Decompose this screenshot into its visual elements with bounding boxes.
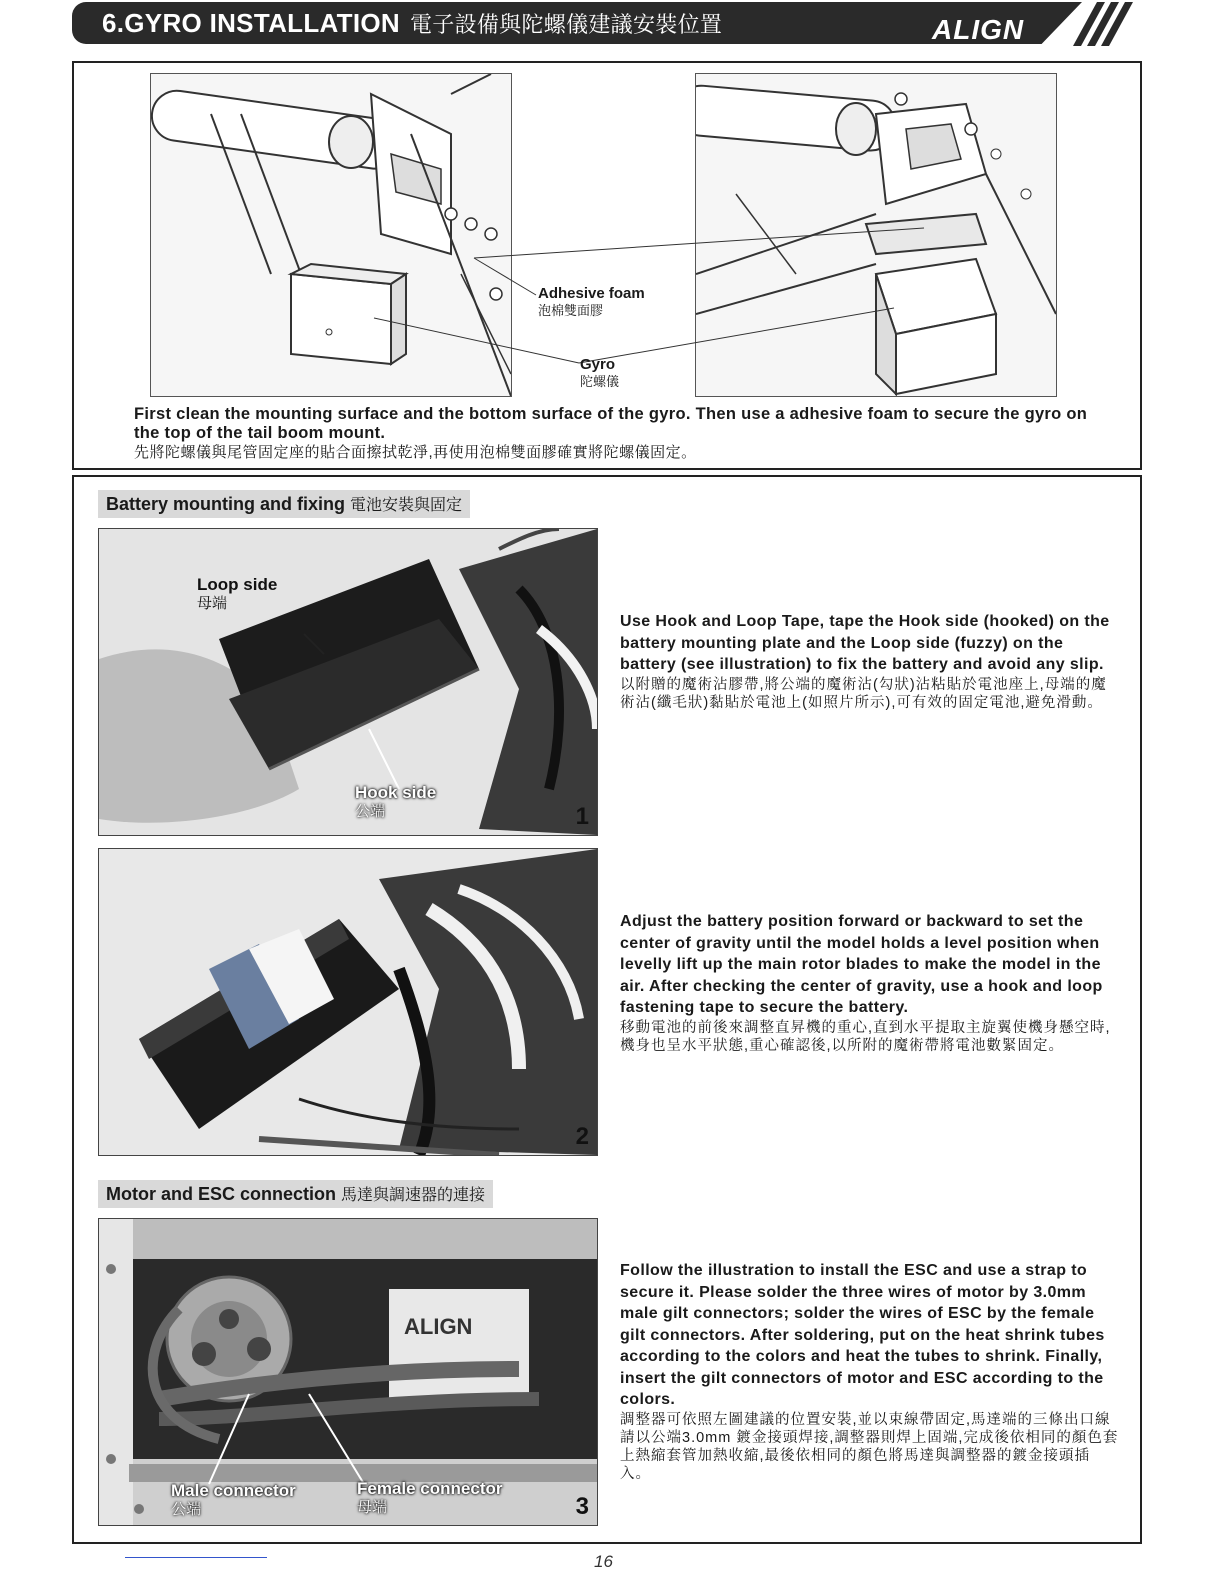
battery-motor-panel bbox=[72, 475, 1142, 1544]
callout-leader-lines bbox=[74, 63, 1140, 403]
gyro-label-zh: 陀螺儀 bbox=[580, 374, 620, 389]
loop-side-label-zh: 母端 bbox=[197, 595, 228, 612]
esc-label-icon: ALIGN bbox=[404, 1314, 473, 1339]
battery-photo-1 bbox=[98, 528, 598, 836]
adhesive-foam-callout bbox=[538, 285, 645, 319]
photo-number-3: 3 bbox=[575, 1493, 589, 1520]
page-title-zh: 電子設備與陀螺儀建議安裝位置 bbox=[409, 12, 723, 37]
page-number: 16 bbox=[594, 1552, 613, 1571]
hook-side-label bbox=[355, 783, 436, 821]
hook-side-label-zh: 公端 bbox=[355, 803, 386, 820]
male-connector-label-en: Male connector bbox=[171, 1481, 296, 1500]
brand-logo: ALIGN bbox=[932, 14, 1025, 45]
motor-esc-wiring-photo-icon bbox=[99, 1219, 597, 1525]
page-title bbox=[102, 8, 722, 39]
page-header bbox=[72, 0, 1132, 46]
gyro-installation-panel bbox=[72, 61, 1142, 470]
footer-rule bbox=[125, 1557, 267, 1558]
adhesive-foam-label: Adhesive foam bbox=[538, 285, 645, 302]
male-connector-label bbox=[171, 1481, 296, 1519]
motor-esc-instruction-en: Follow the illustration to install the ESC and use a strap to secure it. Please solder the three wires of motor by 3.0mm male gilt connectors; solder the wires of ESC by the female gilt connectors. After soldering, put on the heat shrink tubes according to the colors and heat the tubes to shrink. Finally, insert the gilt connectors of motor and ESC according to the colors. bbox=[620, 1262, 1105, 1408]
battery-tape-instruction bbox=[620, 611, 1120, 712]
male-connector-label-zh: 公端 bbox=[171, 1501, 202, 1518]
gyro-callout bbox=[580, 356, 619, 390]
motor-esc-photo-3 bbox=[98, 1218, 598, 1526]
loop-side-label bbox=[197, 575, 277, 613]
page-title-en: 6.GYRO INSTALLATION bbox=[102, 8, 400, 38]
female-connector-label-zh: 母端 bbox=[357, 1499, 388, 1516]
female-connector-label bbox=[357, 1479, 503, 1517]
adhesive-foam-label-zh: 泡棉雙面膠 bbox=[538, 303, 604, 318]
hook-side-label-en: Hook side bbox=[355, 783, 437, 802]
battery-tape-instruction-en: Use Hook and Loop Tape, tape the Hook side (hooked) on the battery mounting plate and the Loop side (fuzzy) on the battery (see illustration) to fix the battery and avoid any slip. bbox=[620, 613, 1110, 673]
battery-section-title: Battery mounting and fixing bbox=[106, 494, 346, 514]
gyro-instruction bbox=[134, 405, 1094, 462]
battery-hook-loop-photo-icon bbox=[99, 529, 597, 835]
loop-side-label-en: Loop side bbox=[197, 575, 278, 594]
battery-photo-2 bbox=[98, 848, 598, 1156]
battery-cg-instruction-en: Adjust the battery position forward or backward to set the center of gravity until the model holds a level position when levelly lift up the main rotor blades to make the model in the air. After checking the center of gravity, use a hook and loop fastening tape to secure the battery. bbox=[620, 913, 1103, 1016]
battery-cg-instruction bbox=[620, 911, 1120, 1055]
battery-section-label bbox=[98, 490, 470, 518]
female-connector-label-en: Female connector bbox=[357, 1479, 503, 1498]
gyro-instruction-en: First clean the mounting surface and the bottom surface of the gyro. Then use a adhesive foam to secure the gyro on the top of the tail boom mount. bbox=[134, 405, 1088, 442]
motor-section-label bbox=[98, 1180, 493, 1208]
motor-esc-instruction bbox=[620, 1260, 1120, 1483]
battery-section-title-zh: 電池安裝與固定 bbox=[350, 497, 463, 514]
motor-esc-instruction-zh: 調整器可依照左圖建議的位置安裝,並以束線帶固定,馬達端的三條出口線請以公端3.0mm 鍍金接頭焊接,調整器則焊上固端,完成後依相同的顏色套上熱縮套管加熱收縮,最後依相同的顏色將馬達與調整器的鍍金接頭插入。 bbox=[620, 1411, 1119, 1482]
motor-section-title-zh: 馬達與調速器的連接 bbox=[341, 1187, 486, 1204]
battery-tape-instruction-zh: 以附贈的魔術沾膠帶,將公端的魔術沾(勾狀)沾粘貼於電池座上,母端的魔術沾(纖毛狀)黏貼於電池上(如照片所示),可有效的固定電池,避免滑動。 bbox=[620, 676, 1107, 711]
slash-decoration-icon bbox=[1067, 2, 1137, 46]
gyro-label: Gyro bbox=[580, 356, 616, 373]
photo-number-2: 2 bbox=[575, 1123, 589, 1150]
photo-number-1: 1 bbox=[575, 803, 589, 830]
battery-cg-instruction-zh: 移動電池的前後來調整直昇機的重心,直到水平提取主旋翼使機身懸空時,機身也呈水平狀態,重心確認後,以所附的魔術帶將電池數緊固定。 bbox=[620, 1019, 1111, 1054]
motor-section-title: Motor and ESC connection bbox=[106, 1184, 337, 1204]
gyro-instruction-zh: 先將陀螺儀與尾管固定座的貼合面擦拭乾淨,再使用泡棉雙面膠確實將陀螺儀固定。 bbox=[134, 444, 697, 461]
battery-position-photo-icon bbox=[99, 849, 597, 1155]
